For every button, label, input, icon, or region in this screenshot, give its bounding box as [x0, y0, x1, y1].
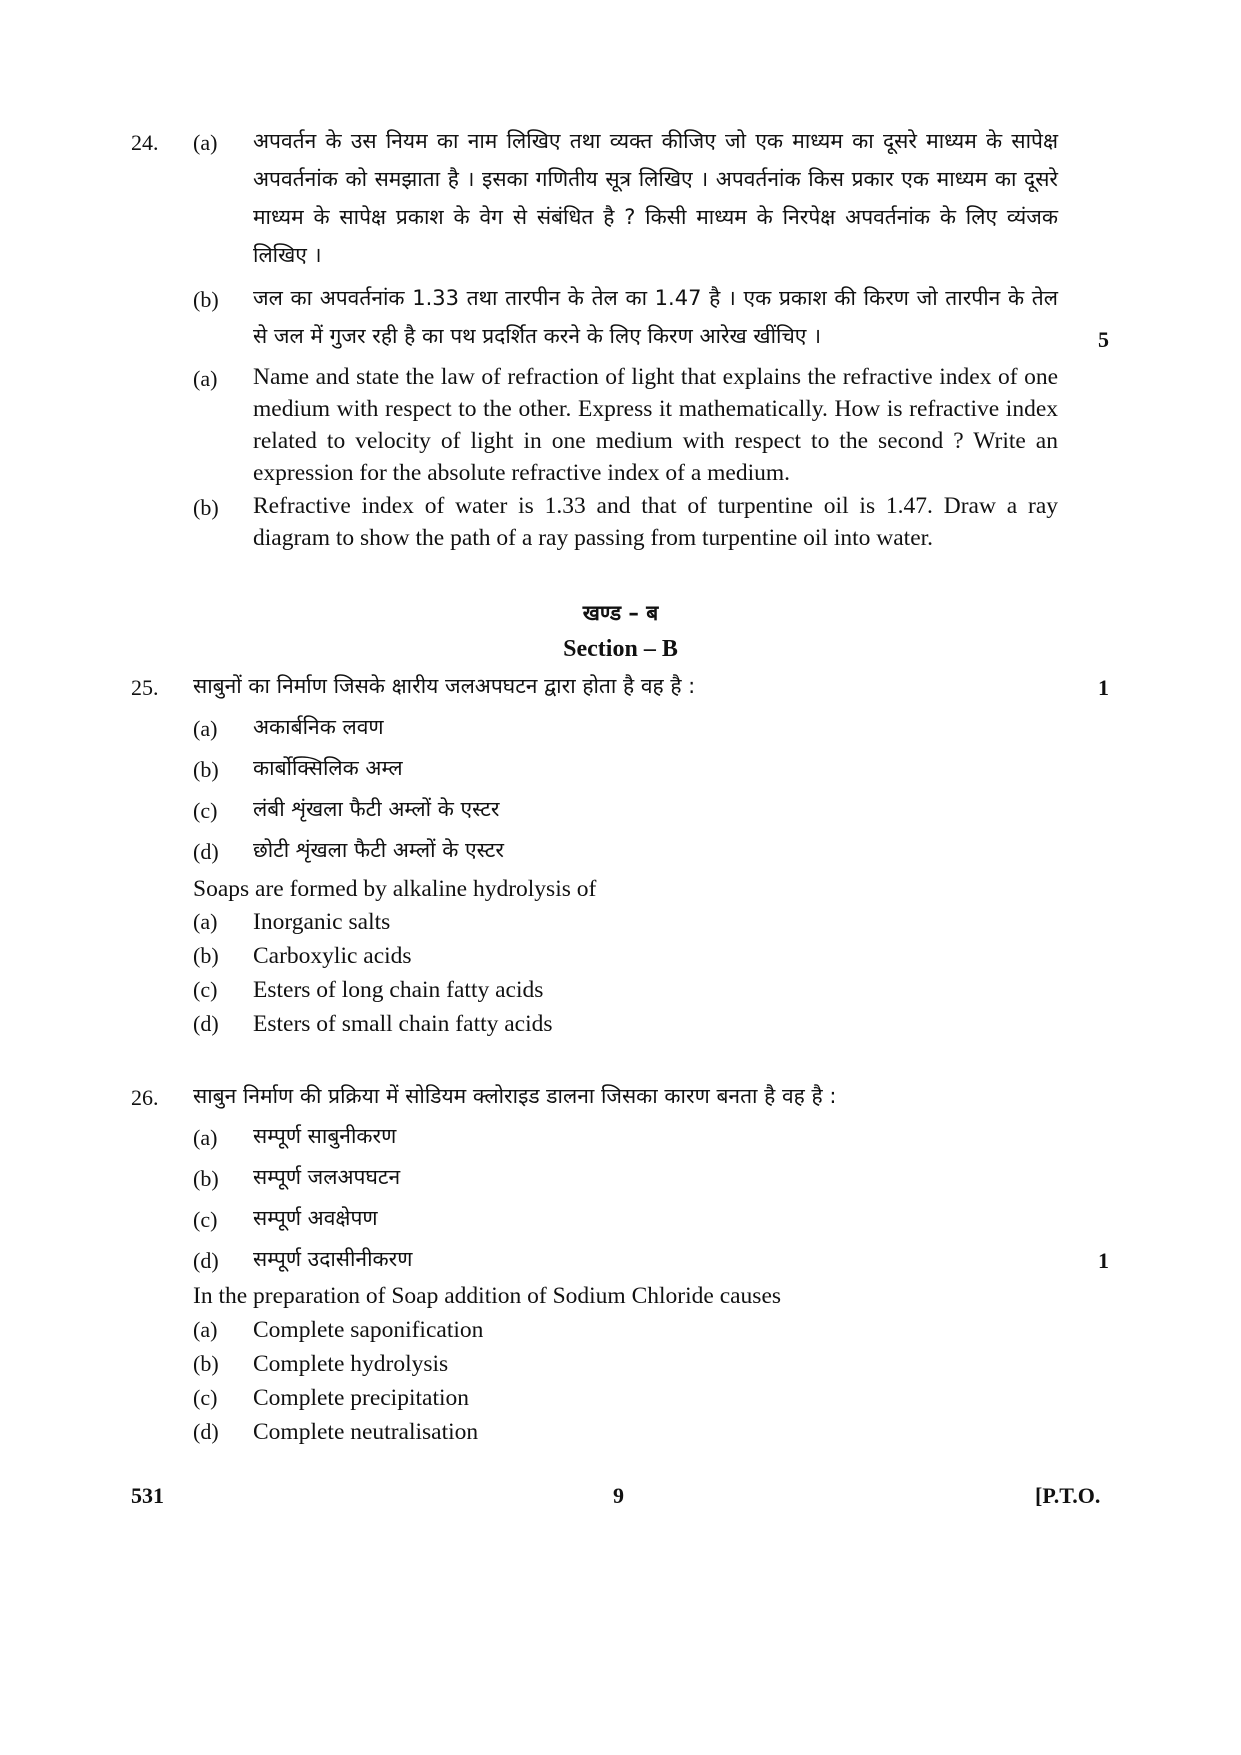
option-text: अकार्बनिक लवण — [253, 715, 384, 739]
option-label: (c) — [193, 1207, 218, 1232]
option-text: कार्बोक्सिलिक अम्ल — [253, 756, 403, 780]
option-text: लंबी शृंखला फैटी अम्लों के एस्टर — [253, 797, 500, 821]
option-label: (a) — [193, 1125, 218, 1150]
option-label: (c) — [193, 1385, 218, 1410]
option-label: (d) — [193, 839, 219, 864]
option-label: (b) — [193, 943, 219, 968]
option-text: Esters of small chain fatty acids — [253, 1011, 553, 1037]
section-heading-english: Section – B — [563, 636, 678, 662]
option-label: (a) — [193, 130, 218, 155]
marks: 1 — [1098, 675, 1109, 700]
option-label: (c) — [193, 798, 218, 823]
question-26-stem-english: In the preparation of Soap addition of Sodium Chloride causes — [193, 1283, 782, 1309]
marks: 1 — [1098, 1248, 1109, 1273]
option-text: छोटी शृंखला फैटी अम्लों के एस्टर — [253, 838, 504, 862]
question-24b-hindi: जल का अपवर्तनांक 1.33 तथा तारपीन के तेल का 1.47 है । एक प्रकाश की किरण जो तारपीन के तेल से जल में गुजर रही है का पथ प्रदर्शित करने के लिए किरण आरेख खींचिए । — [253, 286, 1058, 348]
option-text: सम्पूर्ण साबुनीकरण — [253, 1124, 397, 1148]
option-text: Complete saponification — [253, 1317, 484, 1343]
question-number: 26. — [131, 1085, 159, 1110]
option-label: (b) — [193, 1351, 219, 1376]
option-text: Complete neutralisation — [253, 1419, 479, 1445]
question-24a-english: Name and state the law of refraction of light that explains the refractive index of one medium with respect to the other. Express it mathematically. How is refractive index related to velocity of light in one medium with respect to the second ? Write an expression for the absolute refractive index of a medium. — [253, 364, 1058, 486]
option-text: सम्पूर्ण जलअपघटन — [253, 1165, 401, 1189]
question-25-stem-hindi: साबुनों का निर्माण जिसके क्षारीय जलअपघटन द्वारा होता है वह है : — [193, 674, 696, 698]
option-label: (a) — [193, 909, 218, 934]
option-label: (c) — [193, 977, 218, 1002]
question-24b-english: Refractive index of water is 1.33 and that of turpentine oil is 1.47. Draw a ray diagram to show the path of a ray passing from turpentine oil into water. — [253, 493, 1058, 551]
pto-note: [P.T.O. — [1035, 1483, 1101, 1508]
marks: 5 — [1098, 327, 1109, 352]
question-number: 24. — [131, 130, 159, 155]
option-text: सम्पूर्ण अवक्षेपण — [253, 1206, 378, 1230]
question-number: 25. — [131, 675, 159, 700]
option-label: (b) — [193, 1166, 219, 1191]
option-text: Complete hydrolysis — [253, 1351, 449, 1377]
option-label: (a) — [193, 366, 218, 391]
paper-code: 531 — [131, 1483, 164, 1508]
option-label: (b) — [193, 287, 219, 312]
option-label: (d) — [193, 1419, 219, 1444]
section-heading-hindi: खण्ड – ब — [582, 601, 659, 625]
option-label: (b) — [193, 495, 219, 520]
option-label: (b) — [193, 757, 219, 782]
option-label: (d) — [193, 1248, 219, 1273]
option-label: (a) — [193, 716, 218, 741]
question-24a-hindi: अपवर्तन के उस नियम का नाम लिखिए तथा व्यक्त कीजिए जो एक माध्यम का दूसरे माध्यम के सापेक्ष अपवर्तनांक को समझाता है । इसका गणितीय सूत्र लिखिए । अपवर्तनांक किस प्रकार एक माध्यम का दूसरे माध्यम के सापेक्ष प्रकाश के वेग से संबंधित है ? किसी माध्यम के निरपेक्ष अपवर्तनांक के लिए व्यंजक लिखिए । — [253, 129, 1058, 267]
option-text: Esters of long chain fatty acids — [253, 977, 544, 1003]
option-label: (d) — [193, 1011, 219, 1036]
question-26-stem-hindi: साबुन निर्माण की प्रक्रिया में सोडियम क्लोराइड डालना जिसका कारण बनता है वह है : — [193, 1084, 837, 1108]
page-number: 9 — [613, 1483, 624, 1508]
option-text: सम्पूर्ण उदासीनीकरण — [253, 1247, 413, 1271]
option-text: Carboxylic acids — [253, 943, 412, 969]
question-25-stem-english: Soaps are formed by alkaline hydrolysis of — [193, 876, 597, 902]
option-label: (a) — [193, 1317, 218, 1342]
option-text: Complete precipitation — [253, 1385, 470, 1411]
option-text: Inorganic salts — [253, 909, 391, 935]
